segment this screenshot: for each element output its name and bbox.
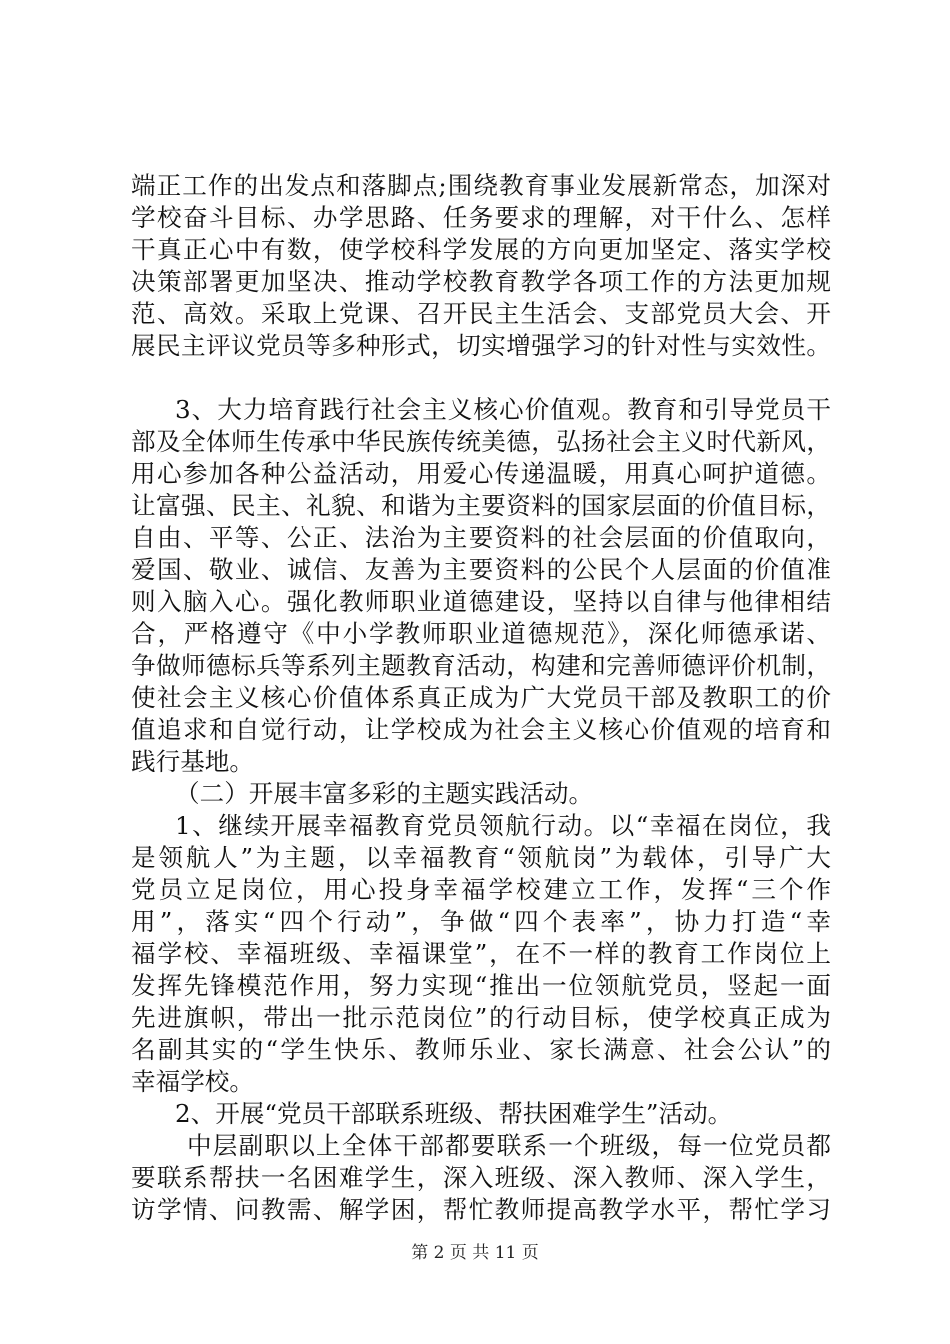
body-text-line: 使社会主义核心价值体系真正成为广大党员干部及教职工的价 — [131, 683, 831, 712]
body-text-line: 是领航人”为主题，以幸福教育“领航岗”为载体，引导广大 — [131, 843, 831, 872]
page-footer: 第 2 页 共 11 页 — [411, 1243, 539, 1263]
body-text-line: 幸福学校。 — [131, 1067, 254, 1096]
body-text-line: 学校奋斗目标、办学思路、任务要求的理解，对干什么、怎样 — [131, 203, 831, 232]
body-text-line: 争做师德标兵等系列主题教育活动，构建和完善师德评价机制， — [131, 651, 831, 680]
body-text-line: 福学校、幸福班级、幸福课堂”，在不一样的教育工作岗位上 — [131, 939, 831, 968]
section-heading: （二）开展丰富多彩的主题实践活动。 — [175, 779, 594, 808]
body-text-line: 则入脑入心。强化教师职业道德建设，坚持以自律与他律相结 — [131, 587, 831, 616]
body-text-line: 自由、平等、公正、法治为主要资料的社会层面的价值取向， — [131, 523, 831, 552]
body-text-line: 展民主评议党员等多种形式，切实增强学习的针对性与实效性。 — [131, 331, 831, 360]
body-text-line: 1、继续开展幸福教育党员领航行动。以“幸福在岗位，我 — [175, 811, 831, 840]
body-text-line: 名副其实的“学生快乐、教师乐业、家长满意、社会公认”的 — [131, 1035, 831, 1064]
body-text-line: 3、大力培育践行社会主义核心价值观。教育和引导党员干 — [175, 395, 831, 424]
body-text-line: 值追求和自觉行动，让学校成为社会主义核心价值观的培育和 — [131, 715, 831, 744]
body-text-line: 爱国、敬业、诚信、友善为主要资料的公民个人层面的价值准 — [131, 555, 831, 584]
body-text-line: 范、高效。采取上党课、召开民主生活会、支部党员大会、开 — [131, 299, 831, 328]
body-text-line: 党员立足岗位，用心投身幸福学校建立工作，发挥“三个作 — [131, 875, 831, 904]
body-text-line: 访学情、问教需、解学困，帮忙教师提高教学水平，帮忙学习 — [131, 1195, 831, 1224]
body-text-line: 部及全体师生传承中华民族传统美德，弘扬社会主义时代新风， — [131, 427, 831, 456]
body-text-line: 用”，落实“四个行动”，争做“四个表率”，协力打造“幸 — [131, 907, 831, 936]
body-text-line: 决策部署更加坚决、推动学校教育教学各项工作的方法更加规 — [131, 267, 831, 296]
body-text-line: 端正工作的出发点和落脚点;围绕教育事业发展新常态，加深对 — [131, 171, 831, 200]
item-heading: 2、开展“党员干部联系班级、帮扶困难学生”活动。 — [175, 1099, 733, 1128]
body-text-line: 让富强、民主、礼貌、和谐为主要资料的国家层面的价值目标， — [131, 491, 831, 520]
body-text-line: 中层副职以上全体干部都要联系一个班级，每一位党员都 — [187, 1131, 831, 1160]
body-text-line: 要联系帮扶一名困难学生，深入班级、深入教师、深入学生， — [131, 1163, 831, 1192]
body-text-line: 合，严格遵守《中小学教师职业道德规范》，深化师德承诺、 — [131, 619, 831, 648]
body-text-line: 先进旗帜，带出一批示范岗位”的行动目标，使学校真正成为 — [131, 1003, 831, 1032]
body-text-line: 干真正心中有数，使学校科学发展的方向更加坚定、落实学校 — [131, 235, 831, 264]
body-text-line: 践行基地。 — [131, 747, 254, 776]
body-text-line: 发挥先锋模范作用，努力实现“推出一位领航党员，竖起一面 — [131, 971, 831, 1000]
body-text-line: 用心参加各种公益活动，用爱心传递温暖，用真心呵护道德。 — [131, 459, 831, 488]
